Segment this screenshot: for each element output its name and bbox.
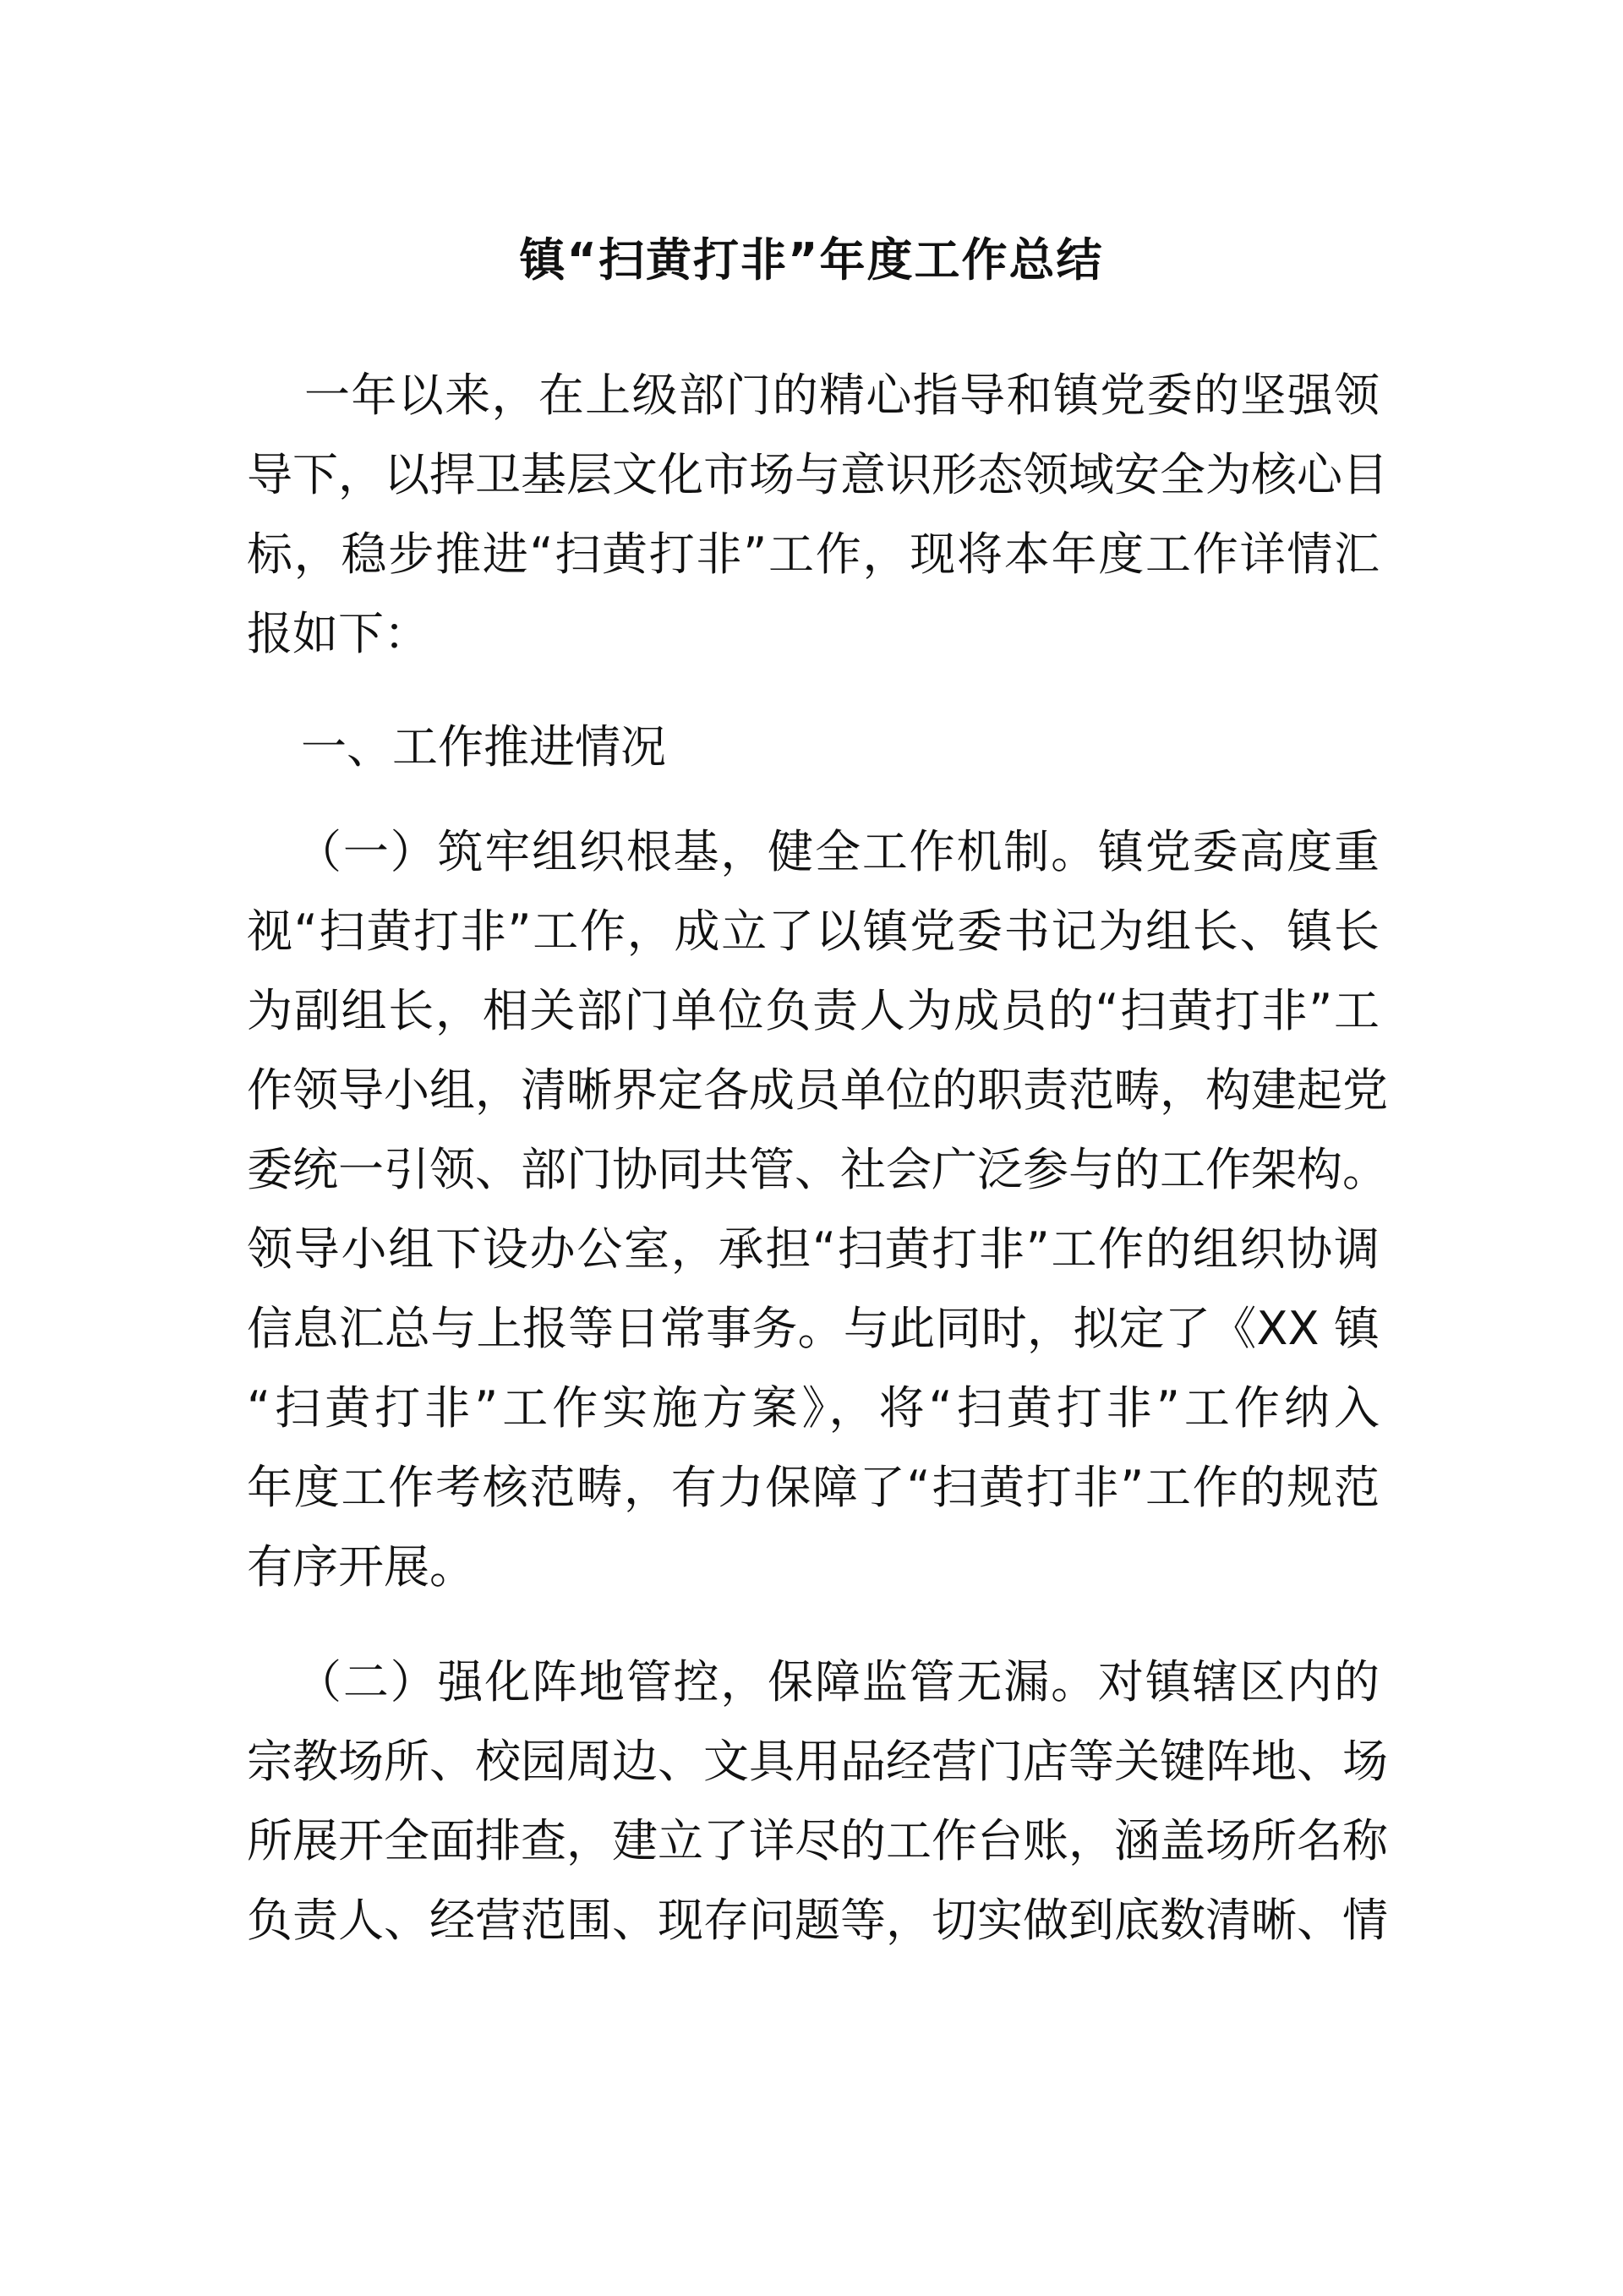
intro-line: 报如下： [247, 607, 429, 660]
paragraph-line: 作领导小组，清晰界定各成员单位的职责范畴，构建起党 [247, 1063, 1388, 1117]
intro-line: 导下，以捍卫基层文化市场与意识形态领域安全为核心目 [247, 448, 1388, 501]
paragraph-line: 负责人、经营范围、现存问题等，切实做到底数清晰、情 [247, 1894, 1388, 1947]
paragraph-line: 委统一引领、部门协同共管、社会广泛参与的工作架构。 [247, 1143, 1388, 1196]
paragraph-line: 视“扫黄打非”工作，成立了以镇党委书记为组长、镇长 [247, 905, 1380, 958]
section-heading: 一、工作推进情况 [301, 720, 666, 774]
paragraph-line: 宗教场所、校园周边、文具用品经营门店等关键阵地、场 [247, 1735, 1388, 1788]
intro-line: 一年以来，在上级部门的精心指导和镇党委的坚强领 [304, 369, 1380, 422]
paragraph-line: （一）筑牢组织根基，健全工作机制。镇党委高度重 [296, 825, 1380, 878]
paragraph-line: 信息汇总与上报等日常事务。与此同时，拟定了《XX 镇 [247, 1302, 1380, 1355]
document-title: 镇“扫黄打非”年度工作总结 [519, 233, 1104, 287]
paragraph-line: 有序开展。 [247, 1540, 475, 1594]
intro-line: 标，稳步推进“扫黄打非”工作，现将本年度工作详情汇 [247, 528, 1380, 581]
paragraph-line: 年度工作考核范畴，有力保障了“扫黄打非”工作的规范 [247, 1461, 1380, 1514]
paragraph-line: 为副组长，相关部门单位负责人为成员的“扫黄打非”工 [247, 984, 1380, 1037]
paragraph-line: 所展开全面排查，建立了详尽的工作台账，涵盖场所名称 [247, 1814, 1388, 1867]
paragraph-line: 领导小组下设办公室，承担“扫黄打非”工作的组织协调 [247, 1222, 1380, 1276]
paragraph-line: “扫黄打非”工作实施方案》，将“扫黄打非”工作纳入 [247, 1381, 1380, 1435]
paragraph-line: （二）强化阵地管控，保障监管无漏。对镇辖区内的 [296, 1655, 1380, 1708]
